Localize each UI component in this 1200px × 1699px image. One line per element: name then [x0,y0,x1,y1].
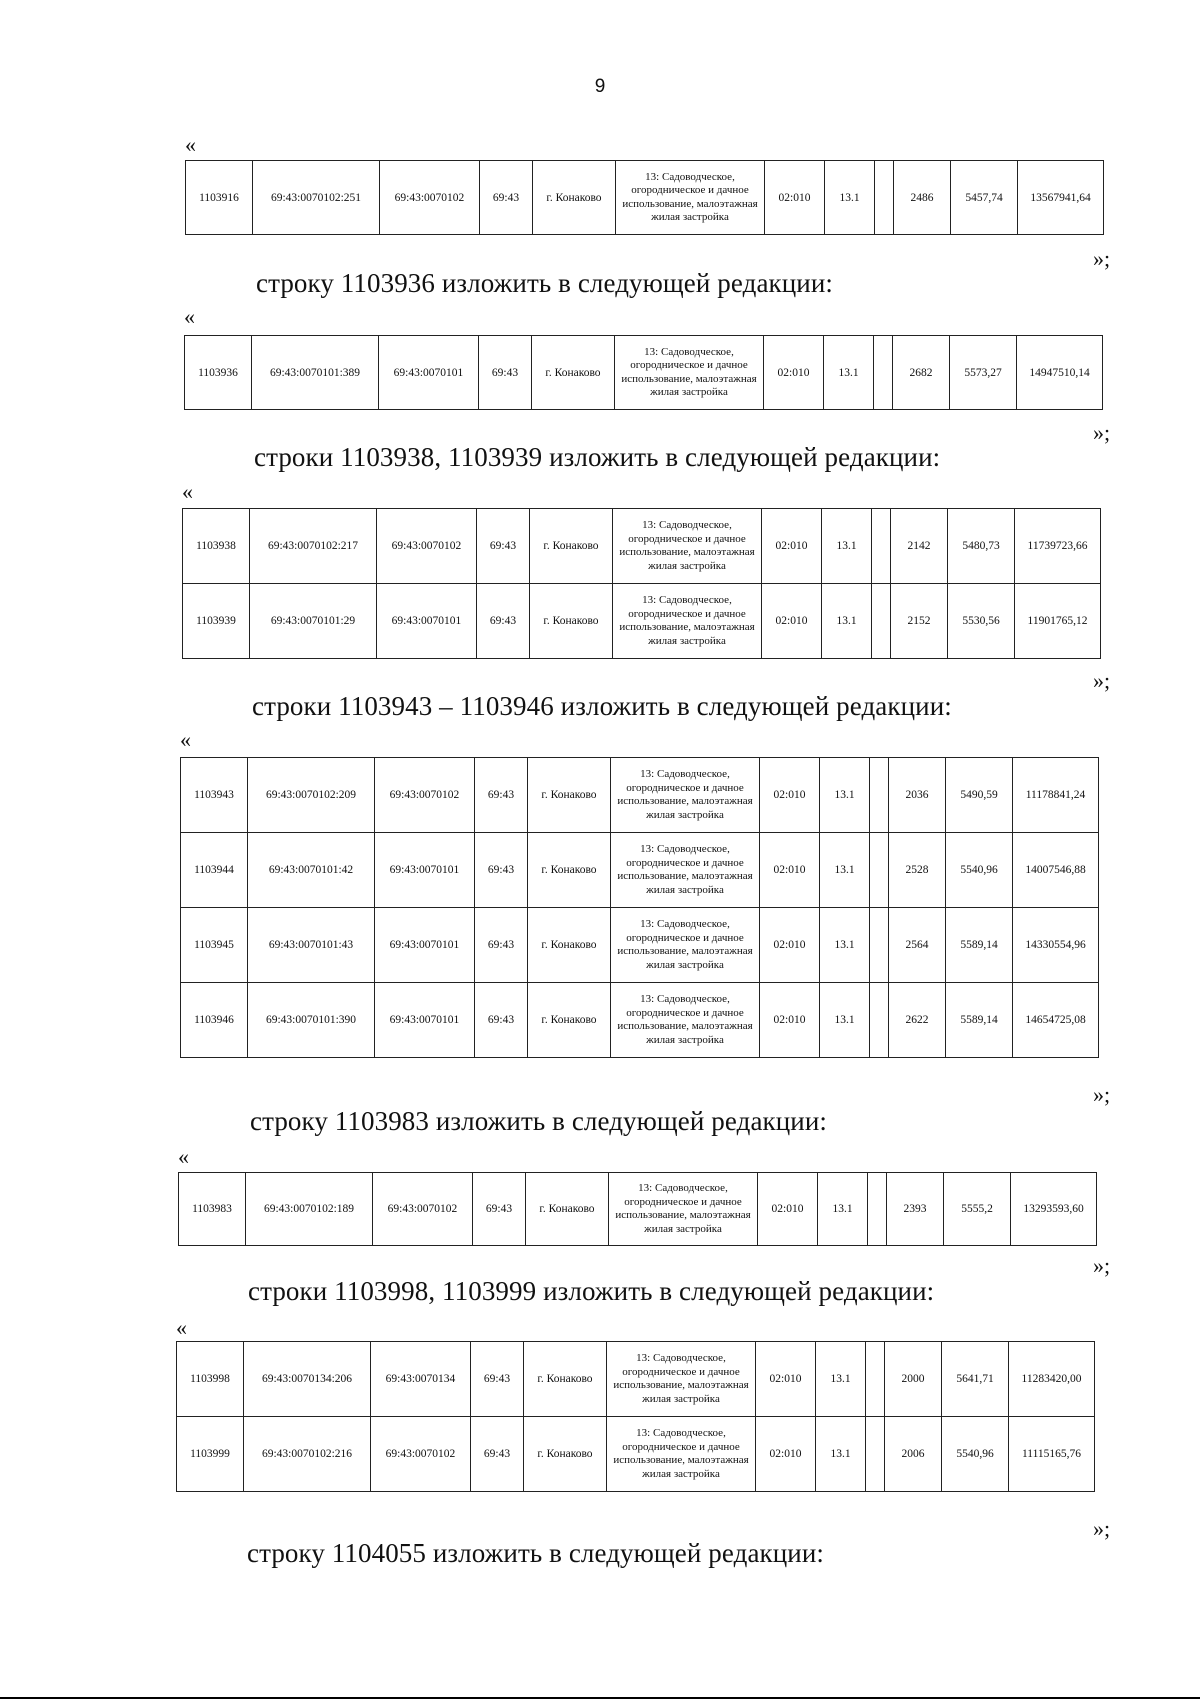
open-quote: « [176,1315,187,1340]
cell-locality: г. Конаково [530,509,613,584]
cell-code: 02:010 [764,336,824,410]
cell-specific-value: 5530,56 [948,584,1015,659]
cell-cadastral-value: 11115165,76 [1009,1417,1095,1492]
cell-empty [870,908,889,983]
cell-cadastral-number: 69:43:0070102:216 [244,1417,371,1492]
cell-cadastral-quarter: 69:43:0070102 [380,161,480,235]
cell-specific-value: 5641,71 [942,1342,1009,1417]
cell-cadastral-number: 69:43:0070101:390 [248,983,375,1058]
amendment-table [184,335,1103,410]
table-row [177,1342,1095,1417]
cell-row-number: 1103999 [177,1417,244,1492]
cell-code: 02:010 [765,161,825,235]
cell-cadastral-value: 13567941,64 [1018,161,1104,235]
section-heading: строки 1103938, 1103939 изложить в следующей редакции: [254,442,941,472]
open-quote: « [185,132,196,157]
cell-cadastral-value: 11901765,12 [1015,584,1101,659]
cell-cadastral-quarter: 69:43:0070101 [375,983,475,1058]
close-quote: »; [1093,246,1111,271]
cell-code: 02:010 [756,1342,816,1417]
cell-cadastral-district: 69:43 [480,161,533,235]
cell-locality: г. Конаково [526,1173,609,1246]
cell-land-use: 13: Садоводческое, огородническое и дачное использование, малоэтажная жилая застройка [607,1417,756,1492]
cell-cadastral-value: 11178841,24 [1013,758,1099,833]
cell-cadastral-quarter: 69:43:0070102 [373,1173,473,1246]
open-quote: « [182,479,193,504]
section-heading: строки 1103998, 1103999 изложить в следующей редакции: [248,1276,935,1306]
cell-cadastral-value: 11283420,00 [1009,1342,1095,1417]
cell-cadastral-quarter: 69:43:0070102 [375,758,475,833]
cell-type: 13.1 [820,833,870,908]
cell-row-number: 1103938 [183,509,250,584]
cell-locality: г. Конаково [524,1342,607,1417]
cell-cadastral-value: 11739723,66 [1015,509,1101,584]
cell-code: 02:010 [760,758,820,833]
cell-specific-value: 5589,14 [946,983,1013,1058]
table-row [179,1173,1097,1246]
cell-row-number: 1103998 [177,1342,244,1417]
cell-locality: г. Конаково [524,1417,607,1492]
cell-code: 02:010 [760,908,820,983]
cell-area: 2682 [893,336,950,410]
amendment-table [180,757,1099,1058]
cell-row-number: 1103943 [181,758,248,833]
cell-cadastral-number: 69:43:0070102:209 [248,758,375,833]
section-heading: строку 1103983 изложить в следующей редакции: [250,1106,828,1136]
amendment-table [178,1172,1097,1246]
cell-cadastral-number: 69:43:0070102:251 [253,161,380,235]
cell-code: 02:010 [760,833,820,908]
cell-land-use: 13: Садоводческое, огородническое и дачное использование, малоэтажная жилая застройка [607,1342,756,1417]
cell-cadastral-quarter: 69:43:0070101 [379,336,479,410]
cell-cadastral-district: 69:43 [475,833,528,908]
cell-type: 13.1 [822,584,872,659]
cell-cadastral-value: 14330554,96 [1013,908,1099,983]
cell-cadastral-district: 69:43 [477,509,530,584]
cell-cadastral-number: 69:43:0070101:43 [248,908,375,983]
cell-cadastral-district: 69:43 [479,336,532,410]
cell-area: 2622 [889,983,946,1058]
cell-code: 02:010 [762,509,822,584]
cell-cadastral-quarter: 69:43:0070134 [371,1342,471,1417]
table-row [185,336,1103,410]
cell-land-use: 13: Садоводческое, огородническое и дачное использование, малоэтажная жилая застройка [611,908,760,983]
cell-code: 02:010 [756,1417,816,1492]
cell-cadastral-district: 69:43 [473,1173,526,1246]
cell-area: 2142 [891,509,948,584]
cell-locality: г. Конаково [533,161,616,235]
cell-cadastral-number: 69:43:0070102:217 [250,509,377,584]
page-number: 9 [594,76,606,97]
cell-cadastral-value: 13293593,60 [1011,1173,1097,1246]
cell-cadastral-district: 69:43 [475,758,528,833]
cell-area: 2564 [889,908,946,983]
cell-empty [870,833,889,908]
cell-area: 2000 [885,1342,942,1417]
cell-cadastral-value: 14654725,08 [1013,983,1099,1058]
cell-empty [870,758,889,833]
cell-specific-value: 5540,96 [946,833,1013,908]
cell-area: 2036 [889,758,946,833]
cell-row-number: 1103936 [185,336,252,410]
cell-empty [872,509,891,584]
cell-type: 13.1 [820,983,870,1058]
cell-specific-value: 5540,96 [942,1417,1009,1492]
table-row [183,584,1101,659]
amendment-table [176,1341,1095,1492]
cell-type: 13.1 [820,758,870,833]
cell-empty [872,584,891,659]
table-row [181,833,1099,908]
cell-code: 02:010 [762,584,822,659]
cell-type: 13.1 [820,908,870,983]
cell-area: 2528 [889,833,946,908]
cell-type: 13.1 [822,509,872,584]
cell-cadastral-district: 69:43 [477,584,530,659]
cell-specific-value: 5573,27 [950,336,1017,410]
cell-row-number: 1103944 [181,833,248,908]
cell-empty [874,336,893,410]
cell-specific-value: 5457,74 [951,161,1018,235]
cell-cadastral-number: 69:43:0070101:42 [248,833,375,908]
cell-cadastral-value: 14947510,14 [1017,336,1103,410]
cell-empty [868,1173,887,1246]
cell-cadastral-quarter: 69:43:0070102 [371,1417,471,1492]
cell-land-use: 13: Садоводческое, огородническое и дачное использование, малоэтажная жилая застройка [613,509,762,584]
cell-cadastral-number: 69:43:0070101:29 [250,584,377,659]
cell-row-number: 1103983 [179,1173,246,1246]
amendment-table [182,508,1101,659]
close-quote: »; [1093,1082,1111,1107]
cell-type: 13.1 [816,1342,866,1417]
cell-type: 13.1 [816,1417,866,1492]
open-quote: « [184,304,195,329]
cell-cadastral-number: 69:43:0070101:389 [252,336,379,410]
cell-land-use: 13: Садоводческое, огородническое и дачное использование, малоэтажная жилая застройка [611,758,760,833]
cell-locality: г. Конаково [528,908,611,983]
cell-row-number: 1103916 [186,161,253,235]
cell-row-number: 1103939 [183,584,250,659]
cell-cadastral-value: 14007546,88 [1013,833,1099,908]
cell-cadastral-quarter: 69:43:0070102 [377,509,477,584]
section-heading: строку 1103936 изложить в следующей редакции: [256,268,834,298]
cell-locality: г. Конаково [532,336,615,410]
cell-code: 02:010 [760,983,820,1058]
cell-row-number: 1103946 [181,983,248,1058]
close-quote: »; [1093,1516,1111,1541]
cell-locality: г. Конаково [528,983,611,1058]
cell-land-use: 13: Садоводческое, огородническое и дачное использование, малоэтажная жилая застройка [609,1173,758,1246]
table-row [181,758,1099,833]
cell-cadastral-district: 69:43 [475,983,528,1058]
section-heading: строки 1103943 – 1103946 изложить в следующей редакции: [252,691,952,721]
cell-land-use: 13: Садоводческое, огородническое и дачное использование, малоэтажная жилая застройка [611,983,760,1058]
cell-type: 13.1 [818,1173,868,1246]
cell-empty [870,983,889,1058]
cell-land-use: 13: Садоводческое, огородническое и дачное использование, малоэтажная жилая застройка [611,833,760,908]
amendment-table [185,160,1104,235]
cell-cadastral-district: 69:43 [471,1342,524,1417]
table-row [181,908,1099,983]
table-row [183,509,1101,584]
open-quote: « [180,727,191,752]
close-quote: »; [1093,420,1111,445]
cell-locality: г. Конаково [528,833,611,908]
cell-empty [875,161,894,235]
cell-code: 02:010 [758,1173,818,1246]
cell-locality: г. Конаково [530,584,613,659]
cell-cadastral-quarter: 69:43:0070101 [375,908,475,983]
cell-empty [866,1417,885,1492]
table-row [177,1417,1095,1492]
cell-cadastral-quarter: 69:43:0070101 [377,584,477,659]
close-quote: »; [1093,1253,1111,1278]
cell-cadastral-district: 69:43 [471,1417,524,1492]
cell-land-use: 13: Садоводческое, огородническое и дачное использование, малоэтажная жилая застройка [616,161,765,235]
cell-cadastral-number: 69:43:0070102:189 [246,1173,373,1246]
cell-cadastral-quarter: 69:43:0070101 [375,833,475,908]
cell-row-number: 1103945 [181,908,248,983]
cell-specific-value: 5555,2 [944,1173,1011,1246]
cell-area: 2006 [885,1417,942,1492]
cell-land-use: 13: Садоводческое, огородническое и дачное использование, малоэтажная жилая застройка [613,584,762,659]
cell-specific-value: 5490,59 [946,758,1013,833]
cell-type: 13.1 [824,336,874,410]
close-quote: »; [1093,668,1111,693]
cell-area: 2152 [891,584,948,659]
cell-specific-value: 5480,73 [948,509,1015,584]
table-row [181,983,1099,1058]
final-heading: строку 1104055 изложить в следующей редакции: [247,1538,825,1568]
cell-type: 13.1 [825,161,875,235]
cell-area: 2393 [887,1173,944,1246]
cell-locality: г. Конаково [528,758,611,833]
cell-area: 2486 [894,161,951,235]
cell-cadastral-district: 69:43 [475,908,528,983]
cell-specific-value: 5589,14 [946,908,1013,983]
cell-empty [866,1342,885,1417]
cell-land-use: 13: Садоводческое, огородническое и дачное использование, малоэтажная жилая застройка [615,336,764,410]
cell-cadastral-number: 69:43:0070134:206 [244,1342,371,1417]
open-quote: « [178,1144,189,1169]
table-row [186,161,1104,235]
